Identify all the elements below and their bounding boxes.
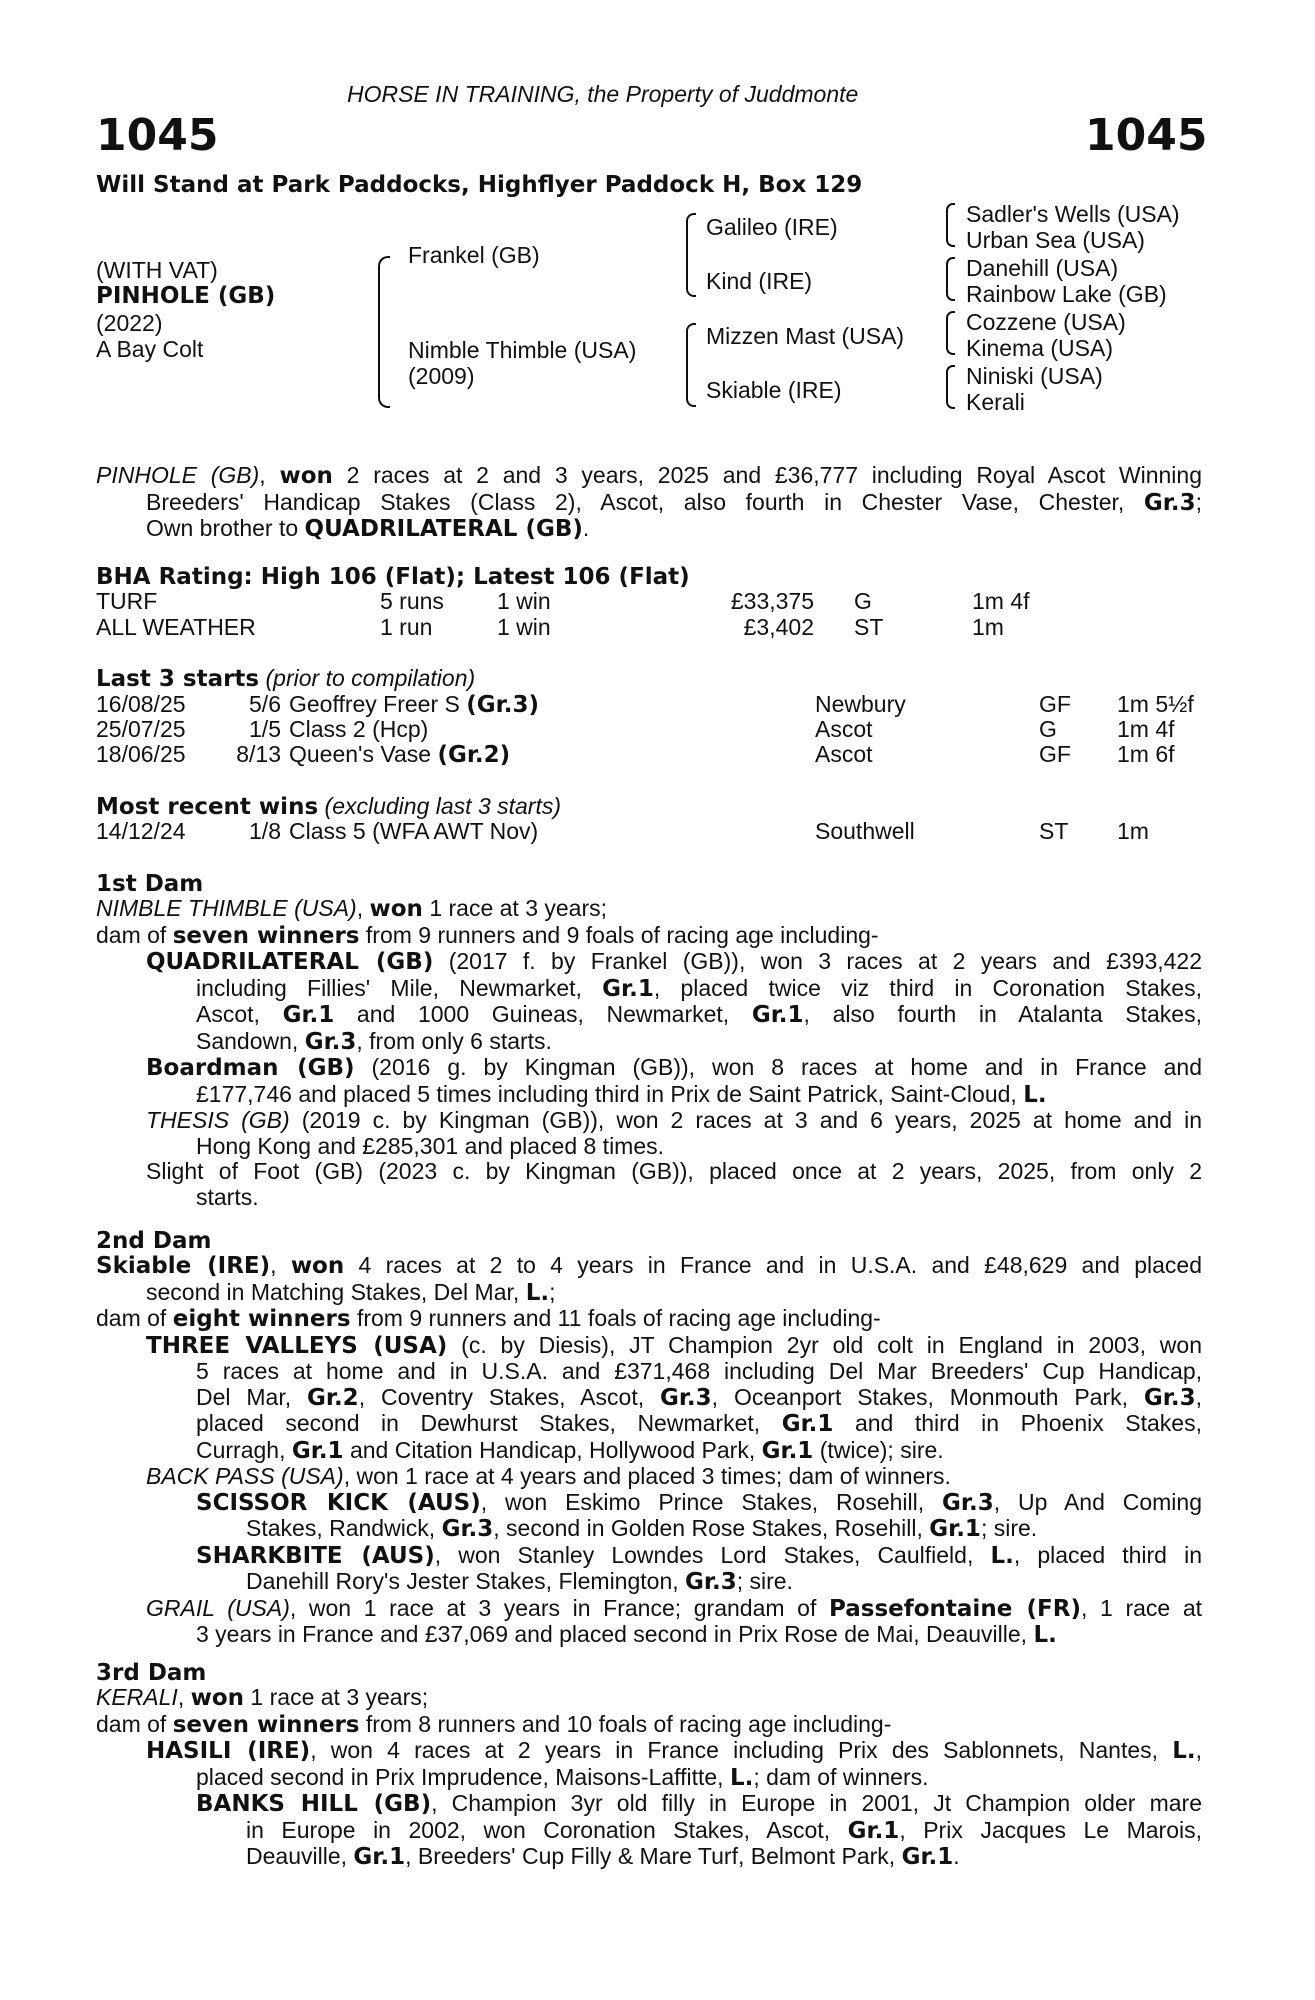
summary-text: ; <box>1195 488 1202 515</box>
pedigree-brace-dam <box>686 323 696 407</box>
grand-offspring-name: BANKS HILL (GB) <box>196 1791 432 1817</box>
grade-label: Gr.3 <box>659 1384 712 1411</box>
rating-wins: 1 win <box>497 614 551 640</box>
offspring-name: BACK PASS (USA) <box>146 1463 344 1489</box>
grade-label: Gr.1 <box>751 1002 804 1028</box>
offspring-text: , Prix Jacques Le Marois, <box>899 1816 1202 1843</box>
pedigree-g4-4: Rainbow Lake (GB) <box>966 281 1167 307</box>
pedigree-g4-6: Kinema (USA) <box>966 335 1113 361</box>
dam-name: NIMBLE THIMBLE (USA) <box>96 895 357 921</box>
summary-text: Breeders' Handicap Stakes (Class 2), Ascot, also fourth in Chester Vase, Chester, <box>146 488 1144 515</box>
first-dam-heading: 1st Dam <box>96 871 204 897</box>
start-going: GF <box>1039 741 1071 767</box>
rating-prize: £3,402 <box>743 614 814 640</box>
offspring-name: THREE VALLEYS (USA) <box>146 1332 448 1359</box>
grade-label: Gr.3 <box>1143 489 1196 516</box>
dam-text: dam of <box>96 921 173 948</box>
rating-going: ST <box>854 614 884 640</box>
pedigree-g4-2: Urban Sea (USA) <box>966 227 1145 253</box>
offspring-name: QUADRILATERAL (GB) <box>146 949 434 975</box>
offspring-text: , placed twice viz third in Coronation Stakes, <box>653 974 1202 1001</box>
recent-wins-title: Most recent wins <box>96 794 319 820</box>
offspring-text: (c. by Diesis), JT Champion 2yr old colt in England in 2003, won <box>447 1331 1203 1358</box>
grade-label: Gr.1 <box>781 1411 834 1437</box>
start-going: G <box>1039 716 1057 742</box>
offspring-text: starts. <box>196 1183 259 1210</box>
summary-text: Own brother to <box>146 515 305 541</box>
win-course: Southwell <box>815 818 915 844</box>
pedigree-brace-g2 <box>946 257 955 301</box>
offspring-text: placed second in Prix Imprudence, Maisons-Laffitte, <box>196 1763 730 1790</box>
offspring-text: Deauville, <box>246 1843 354 1869</box>
rating-wins: 1 win <box>497 588 551 614</box>
offspring-text: Del Mar, <box>196 1383 307 1410</box>
offspring-text: , <box>1195 1383 1202 1410</box>
grade-label: Gr.3 <box>1143 1384 1196 1411</box>
grade-label: Gr.1 <box>353 1844 406 1870</box>
offspring-text: and Citation Handicap, Hollywood Park, <box>343 1436 762 1463</box>
grade-label: Gr.3 <box>441 1516 494 1542</box>
offspring-text: , Up And Coming <box>993 1488 1202 1515</box>
grade-label: Gr.1 <box>761 1437 814 1464</box>
offspring-text: Ascot, <box>196 1001 283 1027</box>
offspring-text: 3 years in France and £37,069 and placed second in Prix Rose de Mai, Deauville, <box>196 1621 1034 1647</box>
last-starts-note: (prior to compilation) <box>259 665 476 691</box>
summary-text: 2 races at 2 and 3 years, 2025 and £36,777 including Royal Ascot Winning <box>332 462 1202 488</box>
offspring-text: and 1000 Guineas, Newmarket, <box>334 1001 752 1027</box>
start-position: 8/13 <box>236 741 281 767</box>
pedigree-g4-1: Sadler's Wells (USA) <box>966 201 1180 227</box>
offspring-text: in Europe in 2002, won Coronation Stakes, Ascot, <box>246 1816 848 1843</box>
start-position: 5/6 <box>249 691 281 717</box>
offspring-text: , from only 6 starts. <box>356 1027 552 1054</box>
rating-distance: 1m <box>972 614 1004 640</box>
start-race-grade: (Gr.2) <box>437 742 511 768</box>
win-distance: 1m <box>1117 818 1149 844</box>
start-distance: 1m 4f <box>1117 716 1175 742</box>
start-race-name: Geoffrey Freer S <box>289 691 467 717</box>
offspring-text: including Fillies' Mile, Newmarket, <box>196 974 603 1001</box>
grade-label: Gr.1 <box>282 1002 335 1028</box>
dam-winners-count: eight winners <box>172 1306 351 1332</box>
offspring-text: ; dam of winners. <box>753 1763 929 1790</box>
offspring-text: £177,746 and placed 5 times including third in Prix de Saint Patrick, Saint-Cloud, <box>196 1080 1024 1107</box>
offspring-name: HASILI (IRE) <box>146 1738 311 1764</box>
dam-text: from 9 runners and 9 foals of racing age including- <box>359 921 879 948</box>
win-position: 1/8 <box>249 818 281 844</box>
summary-won: won <box>279 463 333 489</box>
pedigree-brace-g1 <box>946 203 955 247</box>
recent-wins-note: (excluding last 3 starts) <box>318 793 562 819</box>
win-race: Class 5 (WFA AWT Nov) <box>289 818 539 844</box>
pedigree-g4-5: Cozzene (USA) <box>966 309 1126 335</box>
pedigree-brace-g4 <box>946 365 955 409</box>
grade-label: L. <box>1172 1738 1196 1764</box>
grade-label: Gr.3 <box>304 1028 357 1055</box>
summary-text: . <box>582 515 590 541</box>
offspring-text: Stakes, Randwick, <box>246 1515 442 1541</box>
offspring-text: , <box>1195 1737 1202 1763</box>
start-race <box>289 692 539 718</box>
third-dam-heading: 3rd Dam <box>96 1660 207 1686</box>
offspring-text: and third in Phoenix Stakes, <box>833 1410 1202 1436</box>
grade-label: Gr.3 <box>942 1489 994 1516</box>
rating-distance: 1m 4f <box>972 588 1030 614</box>
offspring-text: (2017 f. by Frankel (GB)), won 3 races at 2 years and £393,422 <box>433 948 1203 974</box>
horse-description: A Bay Colt <box>96 336 204 362</box>
start-race-name: Class 2 (Hcp) <box>289 716 429 742</box>
grade-label: L. <box>729 1764 754 1791</box>
pedigree-dam-year: (2009) <box>408 363 475 389</box>
offspring-text: , placed third in <box>1013 1541 1202 1568</box>
win-going: ST <box>1039 818 1069 844</box>
pedigree-brace-sire <box>686 213 696 297</box>
offspring-text: . <box>953 1843 960 1869</box>
dam-text: dam of <box>96 1305 173 1331</box>
pedigree-dam-dam: Skiable (IRE) <box>706 377 842 403</box>
offspring-text: , won Stanley Lowndes Lord Stakes, Caulfield, <box>434 1541 991 1568</box>
rating-surface: TURF <box>96 588 158 614</box>
dam-text: second in Matching Stakes, Del Mar, <box>146 1278 526 1305</box>
start-position: 1/5 <box>249 716 281 742</box>
rating-surface: ALL WEATHER <box>96 614 256 640</box>
dam-won: won <box>290 1253 345 1279</box>
offspring-text: , Breeders' Cup Filly & Mare Turf, Belmont Park, <box>405 1843 902 1869</box>
dam-name: Skiable (IRE) <box>96 1253 271 1279</box>
grade-label: Gr.2 <box>307 1384 359 1411</box>
start-date: 16/08/25 <box>96 691 186 717</box>
offspring-text: Hong Kong and £285,301 and placed 8 times. <box>196 1132 665 1159</box>
dam-won: won <box>190 1685 245 1711</box>
start-course: Ascot <box>815 716 873 742</box>
dam-text: , <box>177 1684 191 1710</box>
summary-horse-name: PINHOLE (GB) <box>96 462 260 488</box>
second-dam-block <box>96 1253 1202 1649</box>
start-distance: 1m 5½f <box>1117 691 1194 717</box>
offspring-text: (twice); sire. <box>813 1436 944 1463</box>
dam-text: 4 races at 2 to 4 years in France and in U.S.A. and £48,629 and placed <box>344 1252 1202 1278</box>
stabling-location: Will Stand at Park Paddocks, Highflyer Paddock H, Box 129 <box>96 172 863 198</box>
horse-name: PINHOLE (GB) <box>96 283 276 309</box>
sibling-name: QUADRILATERAL (GB) <box>304 516 583 542</box>
pedigree-dam-sire: Mizzen Mast (USA) <box>706 323 905 349</box>
offspring-text: , 1 race at <box>1081 1594 1203 1621</box>
grand-offspring-name: Passefontaine (FR) <box>829 1595 1081 1622</box>
offspring-text: Slight of Foot (GB) (2023 c. by Kingman (GB)), placed once at 2 years, 2025, from only 2 <box>146 1158 1202 1184</box>
start-date: 25/07/25 <box>96 716 186 742</box>
offspring-text: placed second in Dewhurst Stakes, Newmarket, <box>196 1410 782 1436</box>
rating-prize: £33,375 <box>730 588 814 614</box>
offspring-text: , also fourth in Atalanta Stakes, <box>803 1001 1202 1027</box>
grade-label: L. <box>1023 1081 1047 1108</box>
pedigree-sire-dam: Kind (IRE) <box>706 268 813 294</box>
dam-text: , <box>270 1252 291 1278</box>
dam-text: from 9 runners and 11 foals of racing age including- <box>350 1305 881 1331</box>
offspring-text: Curragh, <box>196 1436 292 1463</box>
start-distance: 1m 6f <box>1117 741 1175 767</box>
grand-offspring-name: SCISSOR KICK (AUS) <box>196 1489 481 1516</box>
offspring-text: , won 1 race at 3 years in France; grandam of <box>289 1594 829 1621</box>
offspring-text: , won Eskimo Prince Stakes, Rosehill, <box>480 1488 943 1515</box>
third-dam-block <box>96 1685 1202 1871</box>
lot-number-left: 1045 <box>96 110 219 161</box>
offspring-name: Boardman (GB) <box>146 1055 355 1081</box>
dam-text: ; <box>549 1278 556 1305</box>
bha-rating-heading: BHA Rating: High 106 (Flat); Latest 106 (Flat) <box>96 564 690 590</box>
grade-label: L. <box>990 1542 1014 1569</box>
grade-label: Gr.1 <box>929 1516 981 1542</box>
start-race-grade: (Gr.3) <box>466 692 539 718</box>
offspring-name: GRAIL (USA) <box>146 1594 290 1621</box>
start-race <box>289 742 510 768</box>
win-date: 14/12/24 <box>96 818 186 844</box>
pedigree-sire-sire: Galileo (IRE) <box>706 214 838 240</box>
offspring-text: , Champion 3yr old filly in Europe in 2001, Jt Champion older mare <box>431 1790 1202 1816</box>
offspring-text: ; sire. <box>736 1568 793 1594</box>
grade-label: L. <box>1033 1622 1057 1648</box>
start-course: Ascot <box>815 741 873 767</box>
offspring-text: Danehill Rory's Jester Stakes, Flemington, <box>246 1568 686 1594</box>
lot-number-right: 1045 <box>1085 110 1208 161</box>
rating-going: G <box>854 588 872 614</box>
grade-label: Gr.1 <box>847 1817 900 1844</box>
last-starts-title: Last 3 starts <box>96 666 260 692</box>
grade-label: Gr.3 <box>685 1569 737 1595</box>
offspring-text: , Oceanport Stakes, Monmouth Park, <box>711 1383 1144 1410</box>
first-dam-block <box>96 896 1202 1210</box>
start-going: GF <box>1039 691 1071 717</box>
last-starts-heading <box>96 666 475 692</box>
offspring-text: , won 1 race at 4 years and placed 3 times; dam of winners. <box>343 1463 951 1489</box>
grade-label: Gr.1 <box>602 975 654 1002</box>
race-summary <box>96 463 1202 543</box>
recent-wins-heading <box>96 794 561 820</box>
dam-winners-count: seven winners <box>172 922 360 949</box>
dam-text: dam of <box>96 1710 173 1737</box>
grade-label: Gr.1 <box>291 1437 344 1464</box>
dam-won: won <box>369 896 423 922</box>
grade-label: Gr.1 <box>901 1844 954 1870</box>
offspring-text: Sandown, <box>196 1027 305 1054</box>
dam-text: , <box>356 895 370 921</box>
vat-note: (WITH VAT) <box>96 257 218 283</box>
start-course: Newbury <box>815 691 906 717</box>
offspring-name: THESIS (GB) <box>146 1107 290 1133</box>
rating-runs: 1 run <box>380 614 433 640</box>
dam-text: 1 race at 3 years; <box>244 1684 429 1710</box>
foaling-year: (2022) <box>96 310 163 336</box>
pedigree-g4-8: Kerali <box>966 389 1025 415</box>
rating-runs: 5 runs <box>380 588 444 614</box>
grade-label: L. <box>525 1279 550 1306</box>
pedigree-brace-main <box>378 256 390 408</box>
summary-text: , <box>259 462 280 488</box>
pedigree-dam: Nimble Thimble (USA) <box>408 337 637 363</box>
offspring-text: (2019 c. by Kingman (GB)), won 2 races at 3 and 6 years, 2025 at home and in <box>289 1107 1202 1133</box>
page-title: HORSE IN TRAINING, the Property of Juddmonte <box>347 81 859 107</box>
offspring-text: , won 4 races at 2 years in France including Prix des Sablonnets, Nantes, <box>310 1737 1173 1763</box>
pedigree-g4-3: Danehill (USA) <box>966 255 1119 281</box>
start-race <box>289 717 428 743</box>
dam-text: 1 race at 3 years; <box>422 895 608 921</box>
dam-name: KERALI <box>96 1684 178 1710</box>
offspring-text: (2016 g. by Kingman (GB)), won 8 races at home and in France and <box>354 1054 1202 1080</box>
dam-winners-count: seven winners <box>172 1711 360 1738</box>
start-race-name: Queen's Vase <box>289 741 438 767</box>
dam-text: from 8 runners and 10 foals of racing age including- <box>359 1710 892 1737</box>
second-dam-heading: 2nd Dam <box>96 1228 212 1254</box>
offspring-text: , second in Golden Rose Stakes, Rosehill, <box>493 1515 930 1541</box>
grand-offspring-name: SHARKBITE (AUS) <box>196 1542 435 1569</box>
pedigree-g4-7: Niniski (USA) <box>966 363 1103 389</box>
pedigree-brace-g3 <box>946 311 955 355</box>
offspring-text: 5 races at home and in U.S.A. and £371,468 including Del Mar Breeders' Cup Handicap, <box>196 1358 1202 1384</box>
pedigree-sire: Frankel (GB) <box>408 242 540 268</box>
offspring-text: , Coventry Stakes, Ascot, <box>358 1383 660 1410</box>
offspring-text: ; sire. <box>980 1515 1038 1541</box>
start-date: 18/06/25 <box>96 741 186 767</box>
